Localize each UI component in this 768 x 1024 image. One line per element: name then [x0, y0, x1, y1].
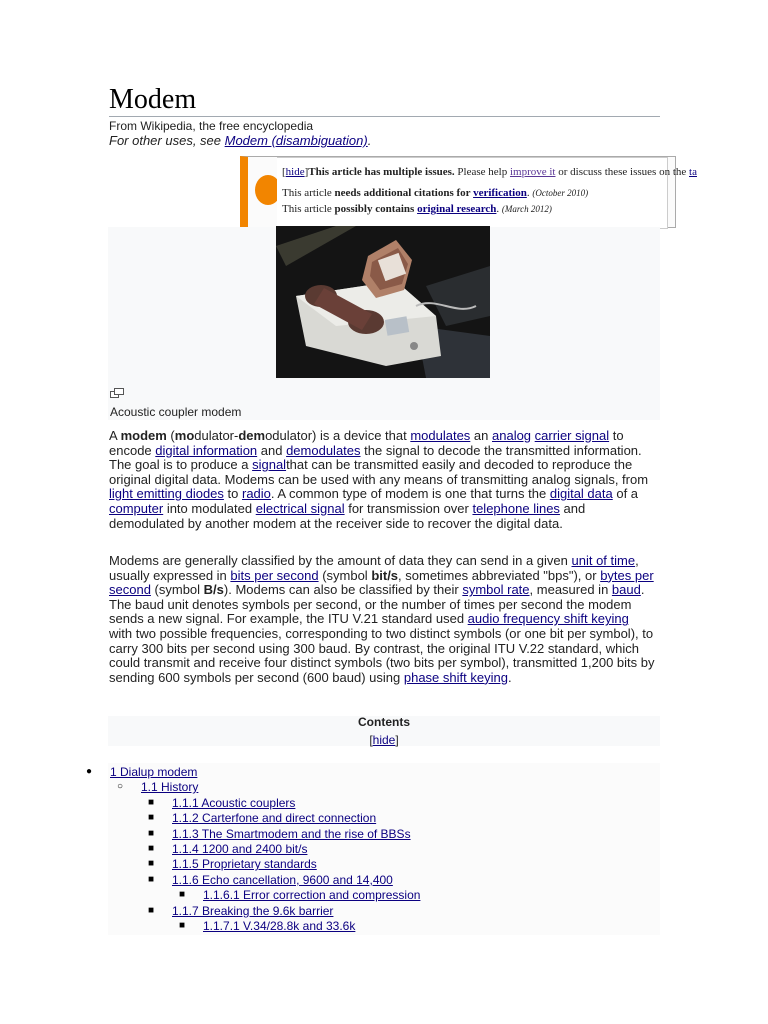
- toc-item-history[interactable]: 1.1 History: [141, 780, 199, 794]
- issue-original-research: This article possibly contains original research. (March 2012): [282, 203, 552, 215]
- bullet-square-icon: ■: [148, 797, 155, 808]
- link-electrical-signal[interactable]: electrical signal: [255, 500, 345, 516]
- toc-hide-link[interactable]: hide: [372, 733, 396, 747]
- bullet-square-icon: ■: [148, 858, 155, 869]
- acoustic-coupler-modem-image[interactable]: [276, 226, 490, 378]
- improve-link[interactable]: improve it: [509, 166, 556, 178]
- issue-research-pre: This article: [282, 203, 335, 215]
- toc-item-acoustic-couplers[interactable]: 1.1.1 Acoustic couplers: [172, 796, 296, 810]
- hatnote-prefix: For other uses, see: [109, 133, 225, 148]
- link-demodulates[interactable]: demodulates: [286, 442, 361, 458]
- toc-item-echo-cancellation[interactable]: 1.1.6 Echo cancellation, 9600 and 14,400: [172, 873, 393, 887]
- hatnote: [109, 133, 371, 148]
- link-phase-shift-keying[interactable]: phase shift keying: [403, 669, 508, 685]
- link-bytes-per-second[interactable]: bytes per second: [109, 567, 654, 598]
- bullet-square-icon: ■: [148, 874, 155, 885]
- link-bits-per-second[interactable]: bits per second: [230, 567, 319, 583]
- link-digital-information[interactable]: digital information: [155, 442, 258, 458]
- bullet-square-icon: ■: [148, 828, 155, 839]
- link-symbol-rate[interactable]: symbol rate: [462, 582, 530, 598]
- link-telephone-lines[interactable]: telephone lines: [472, 500, 560, 516]
- link-modulates[interactable]: modulates: [410, 428, 471, 443]
- hatnote-suffix: .: [367, 133, 372, 148]
- issue-research-bold: possibly contains: [334, 203, 418, 215]
- link-signal[interactable]: signal: [252, 457, 287, 473]
- link-digital-data[interactable]: digital data: [549, 486, 613, 502]
- toc-item-carterfone[interactable]: 1.1.2 Carterfone and direct connection: [172, 811, 377, 825]
- issues-heading-tail: or discuss these issues on the: [555, 166, 690, 178]
- disambiguation-link[interactable]: Modem (disambiguation): [224, 133, 368, 148]
- page-title: Modem: [109, 84, 197, 115]
- link-carrier-signal[interactable]: carrier signal: [534, 428, 610, 443]
- bullet-square-icon: ■: [148, 812, 155, 823]
- issue-research-date: (March 2012): [501, 204, 552, 214]
- link-computer[interactable]: computer: [109, 500, 164, 516]
- toc-hide-toggle: [hide]: [369, 733, 399, 747]
- bullet-disc-icon: ●: [86, 766, 93, 777]
- toc-item-1200-2400[interactable]: 1.1.4 1200 and 2400 bit/s: [172, 842, 308, 856]
- link-audio-fsk[interactable]: audio frequency shift keying: [467, 611, 629, 627]
- issue-citations-date: (October 2010): [532, 188, 589, 198]
- toc-item-smartmodem[interactable]: 1.1.3 The Smartmodem and the rise of BBSs: [172, 827, 411, 841]
- toc-item-v34[interactable]: 1.1.7.1 V.34/28.8k and 33.6k: [203, 919, 356, 933]
- toc-item-dialup-modem[interactable]: 1 Dialup modem: [110, 765, 198, 779]
- classification-paragraph: Modems are generally classified by the amount of data they can send in a given unit of time, usually expressed in bits per second (symbol bit/s, sometimes abbreviated "bps"), or bytes per second (symbol B/s). Modems can also be classified by their symbol rate, measured in baud. The baud unit denotes symbols per second, or the number of times per second the modem sends a new signal. For example, the ITU V.21 standard used audio frequency shift keying with two possible frequencies, corresponding to two distinct symbols (or one bit per symbol), to carry 300 bits per second using 300 baud. By contrast, the original ITU V.22 standard, which could transmit and receive four distinct symbols (two bits per symbol), transmitted 1,200 bits by sending 600 symbols per second (600 baud) using phase shift keying.: [109, 553, 655, 685]
- link-unit-of-time[interactable]: unit of time: [571, 553, 636, 568]
- toc-item-error-correction[interactable]: 1.1.6.1 Error correction and compression: [203, 888, 421, 902]
- title-divider: [109, 116, 660, 117]
- issue-citations-bold: needs additional citations for: [334, 187, 474, 199]
- bullet-square-icon: ■: [179, 920, 186, 931]
- issues-hide-link[interactable]: hide: [285, 166, 305, 178]
- verification-link[interactable]: verification: [473, 187, 527, 199]
- talk-page-link[interactable]: ta: [689, 166, 697, 178]
- enlarge-icon[interactable]: [110, 388, 124, 398]
- issues-heading: [hide]This article has multiple issues. Please help improve it or discuss these issues on the ta: [282, 166, 697, 178]
- bullet-square-icon: ■: [148, 905, 155, 916]
- bullet-circle-icon: ○: [117, 781, 124, 792]
- intro-paragraph: A modem (modulator-demodulator) is a device that modulates an analog carrier signal to encode digital information and demodulates the signal to decode the transmitted information. The goal is to produce a signalthat can be transmitted easily and decoded to reproduce the original digital data. Modems can be used with any means of transmitting analog signals, from light emitting diodes to radio. A common type of modem is one that turns the digital data of a computer into modulated electrical signal for transmission over telephone lines and demodulated by another modem at the receiver side to recover the digital data.: [109, 428, 649, 531]
- bullet-square-icon: ■: [179, 889, 186, 900]
- original-research-link[interactable]: original research: [417, 203, 497, 215]
- link-light-emitting-diodes[interactable]: light emitting diodes: [109, 486, 224, 502]
- bullet-square-icon: ■: [148, 843, 155, 854]
- toc-title: Contents: [358, 715, 410, 729]
- toc-item-proprietary-standards[interactable]: 1.1.5 Proprietary standards: [172, 857, 317, 871]
- issue-citations-pre: This article: [282, 187, 335, 199]
- issues-heading-text: Please help: [454, 166, 510, 178]
- issues-heading-bold: This article has multiple issues.: [308, 166, 455, 178]
- site-tagline: From Wikipedia, the free encyclopedia: [109, 119, 314, 133]
- link-analog[interactable]: analog: [492, 428, 532, 443]
- link-radio[interactable]: radio: [241, 486, 271, 502]
- link-baud[interactable]: baud: [611, 582, 641, 598]
- thumbnail-caption: Acoustic coupler modem: [110, 405, 242, 419]
- toc-item-breaking-9-6k[interactable]: 1.1.7 Breaking the 9.6k barrier: [172, 904, 334, 918]
- issue-citations: This article needs additional citations for verification. (October 2010): [282, 187, 589, 199]
